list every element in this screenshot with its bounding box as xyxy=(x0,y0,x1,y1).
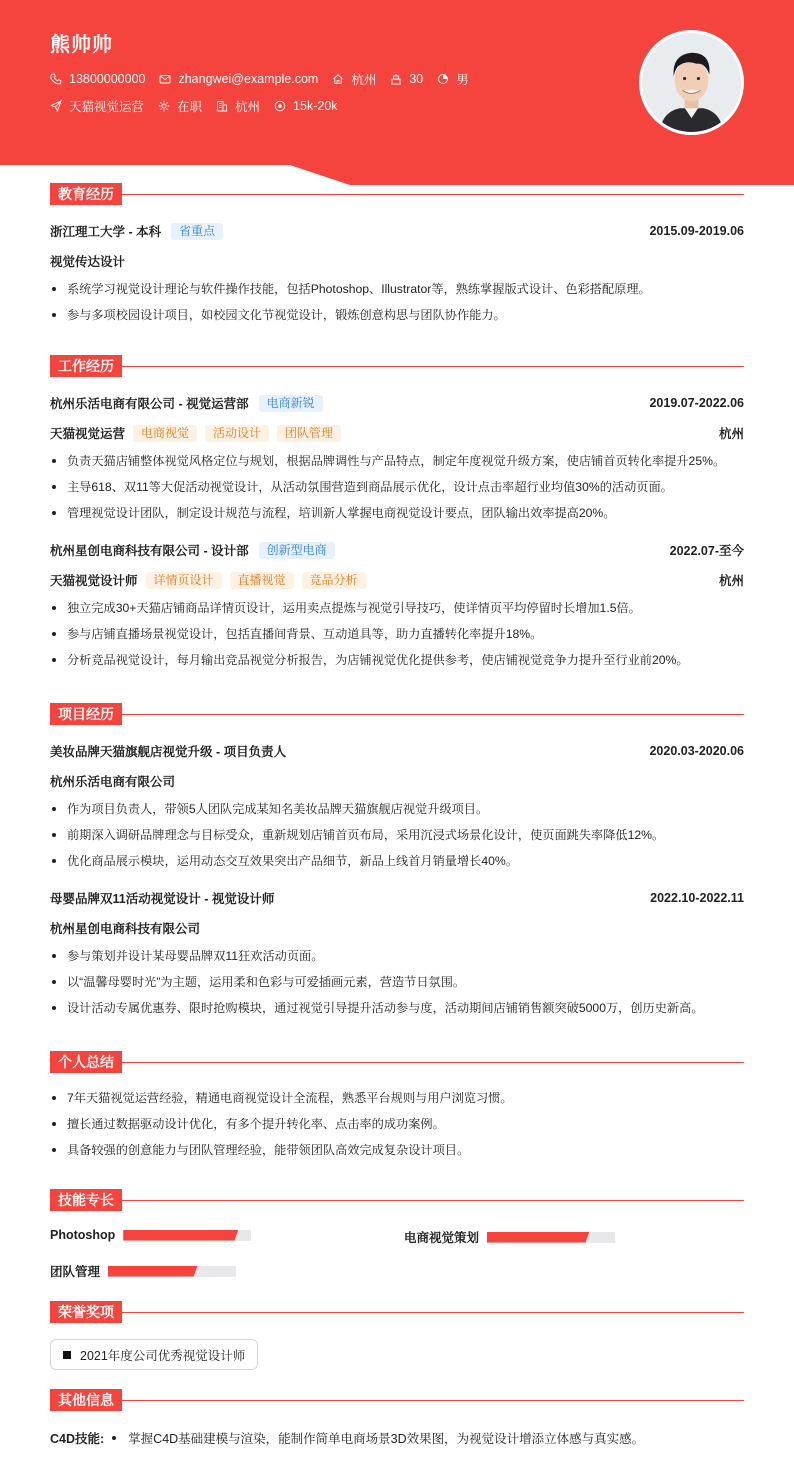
list-item: 管理视觉设计团队，制定设计规范与流程，培训新人掌握电商视觉设计要点，团队输出效率提高20%。 xyxy=(50,500,744,526)
contact-row xyxy=(50,70,483,88)
job-header-row xyxy=(50,540,744,560)
gender-item xyxy=(437,70,469,88)
target-job-text: 天猫视觉运营 xyxy=(69,100,145,114)
role-tag: 直播视觉 xyxy=(230,572,294,589)
phone-icon xyxy=(50,73,62,85)
mail-icon xyxy=(159,73,171,85)
project-bullets xyxy=(50,943,744,1021)
phone-item xyxy=(50,72,145,86)
list-item: 具备较强的创意能力与团队管理经验，能带领团队高效完成复杂设计项目。 xyxy=(50,1137,744,1163)
section-divider xyxy=(122,194,744,195)
project-header-row xyxy=(50,888,744,908)
age-text: 30 xyxy=(409,72,424,86)
project-company: 杭州乐活电商有限公司 xyxy=(50,775,176,789)
section-title xyxy=(50,183,744,205)
skill-name: 团队管理 xyxy=(50,1265,101,1279)
skill-bar-fill xyxy=(123,1230,238,1241)
skill-item xyxy=(50,1262,236,1280)
section-title xyxy=(50,1301,744,1323)
gender-icon xyxy=(437,73,449,85)
role-tag: 竞品分析 xyxy=(302,572,366,589)
list-item: 分析竞品视觉设计，每月输出竞品视觉分析报告，为店铺视觉优化提供参考，使店铺视觉竞争力提升至行业前20%。 xyxy=(50,647,744,673)
project-title: 母婴品牌双11活动视觉设计 - 视觉设计师 xyxy=(50,892,275,906)
list-item: 作为项目负责人，带领5人团队完成某知名美妆品牌天猫旗舰店视觉升级项目。 xyxy=(50,796,744,822)
school-tag: 省重点 xyxy=(171,223,223,240)
list-item: 以“温馨母婴时光”为主题，运用柔和色彩与可爱插画元素，营造节日氛围。 xyxy=(50,969,744,995)
skill-name: 电商视觉策划 xyxy=(404,1231,480,1245)
role-tag: 团队管理 xyxy=(277,425,341,442)
section-title-label: 荣誉奖项 xyxy=(50,1301,122,1323)
project-company-row xyxy=(50,918,744,938)
email-text: zhangwei@example.com xyxy=(178,72,319,86)
job-bullets xyxy=(50,595,744,673)
list-item: 参与策划并设计某母婴品牌双11狂欢活动页面。 xyxy=(50,943,744,969)
gender-text: 男 xyxy=(456,73,469,87)
award-badge xyxy=(50,1339,258,1370)
other-info-key: C4D技能: xyxy=(50,1432,105,1446)
cake-icon xyxy=(390,73,402,85)
role-tag: 活动设计 xyxy=(205,425,269,442)
avatar xyxy=(639,30,744,135)
company-name: 杭州星创电商科技有限公司 - 设计部 xyxy=(50,544,249,558)
salary-text: 15k-20k xyxy=(293,99,338,113)
skill-item xyxy=(404,1228,615,1246)
project-company: 杭州星创电商科技有限公司 xyxy=(50,922,201,936)
section-title xyxy=(50,355,744,377)
coin-icon xyxy=(274,100,286,112)
other-info-row xyxy=(50,1428,644,1448)
candidate-name: 熊帅帅 xyxy=(50,34,113,56)
list-item: 擅长通过数据驱动设计优化，有多个提升转化率、点击率的成功案例。 xyxy=(50,1111,744,1137)
section-title-label: 个人总结 xyxy=(50,1051,122,1073)
project-period: 2020.03-2020.06 xyxy=(649,744,744,758)
section-title xyxy=(50,703,744,725)
list-item: 7年天猫视觉运营经验，精通电商视觉设计全流程，熟悉平台规则与用户浏览习惯。 xyxy=(50,1085,744,1111)
job-city: 杭州 xyxy=(718,427,744,441)
work-section xyxy=(50,355,744,673)
status-item xyxy=(158,97,202,115)
skill-bar-fill xyxy=(108,1266,198,1277)
resume-header xyxy=(0,0,794,185)
awards-section xyxy=(50,1301,744,1323)
send-icon xyxy=(50,100,62,112)
education-header-row xyxy=(50,221,744,241)
hometown-item xyxy=(332,70,376,88)
section-title-label: 项目经历 xyxy=(50,703,122,725)
education-period: 2015.09-2019.06 xyxy=(649,224,744,238)
section-divider xyxy=(122,714,744,715)
section-title-label: 其他信息 xyxy=(50,1389,122,1411)
section-divider xyxy=(122,1312,744,1313)
job-bullets xyxy=(50,448,744,526)
status-text: 在职 xyxy=(177,100,203,114)
job-period: 2022.07-至今 xyxy=(669,544,744,558)
job-role-row xyxy=(50,570,744,590)
list-item: 参与多项校园设计项目，如校园文化节视觉设计，锻炼创意构思与团队协作能力。 xyxy=(50,302,744,328)
education-section xyxy=(50,183,744,328)
skill-item xyxy=(50,1228,251,1242)
summary-section xyxy=(50,1051,744,1163)
avatar-illustration xyxy=(642,33,741,132)
list-item: 主导618、双11等大促活动视觉设计，从活动氛围营造到商品展示优化，设计点击率超行业均值30%的活动页面。 xyxy=(50,474,744,500)
list-item: 设计活动专属优惠券、限时抢购模块，通过视觉引导提升活动参与度，活动期间店铺销售额突破5000万，创历史新高。 xyxy=(50,995,744,1021)
job-intent-row xyxy=(50,97,352,115)
list-item: 系统学习视觉设计理论与软件操作技能，包括Photoshop、Illustrator等，熟练掌握版式设计、色彩搭配原理。 xyxy=(50,276,744,302)
project-bullets xyxy=(50,796,744,874)
list-item: 负责天猫店铺整体视觉风格定位与规划，根据品牌调性与产品特点，制定年度视觉升级方案，使店铺首页转化率提升25%。 xyxy=(50,448,744,474)
job-period: 2019.07-2022.06 xyxy=(649,396,744,410)
project-company-row xyxy=(50,771,744,791)
summary-bullets xyxy=(50,1085,744,1163)
skill-bar xyxy=(487,1232,615,1243)
major-row xyxy=(50,251,744,271)
section-divider xyxy=(122,1062,744,1063)
other-info-value: 掌握C4D基础建模与渲染，能制作简单电商场景3D效果图，为视觉设计增添立体感与真实感。 xyxy=(128,1432,645,1446)
target-city-text: 杭州 xyxy=(235,100,261,114)
section-title-label: 教育经历 xyxy=(50,183,122,205)
section-divider xyxy=(122,366,744,367)
projects-section xyxy=(50,703,744,1021)
role-tag: 详情页设计 xyxy=(146,572,222,589)
email-item xyxy=(159,72,318,86)
hometown-text: 杭州 xyxy=(351,73,377,87)
company-name: 杭州乐活电商有限公司 - 视觉运营部 xyxy=(50,397,249,411)
job-role-row xyxy=(50,423,744,443)
skill-bar xyxy=(123,1230,251,1241)
education-bullets xyxy=(50,276,744,328)
project-header-row xyxy=(50,741,744,761)
bullet-dot xyxy=(112,1436,116,1440)
skill-bar-fill xyxy=(487,1232,589,1243)
age-item xyxy=(390,72,423,86)
skills-section xyxy=(50,1189,744,1211)
target-job-item xyxy=(50,97,144,115)
list-item: 优化商品展示模块，运用动态交互效果突出产品细节，新品上线首月销量增长40%。 xyxy=(50,848,744,874)
project-period: 2022.10-2022.11 xyxy=(650,891,744,905)
section-divider xyxy=(122,1200,744,1201)
list-item: 参与店铺直播场景视觉设计，包括直播间背景、互动道具等，助力直播转化率提升18%。 xyxy=(50,621,744,647)
section-title xyxy=(50,1051,744,1073)
section-title xyxy=(50,1189,744,1211)
job-role: 天猫视觉设计师 xyxy=(50,574,138,588)
section-title-label: 技能专长 xyxy=(50,1189,122,1211)
role-tag: 电商视觉 xyxy=(133,425,197,442)
award-text: 2021年度公司优秀视觉设计师 xyxy=(80,1348,246,1363)
job-city: 杭州 xyxy=(718,574,744,588)
job-role: 天猫视觉运营 xyxy=(50,427,126,441)
school-name: 浙江理工大学 - 本科 xyxy=(50,225,162,239)
company-tag: 电商新锐 xyxy=(259,395,323,412)
major-name: 视觉传达设计 xyxy=(50,255,126,269)
skill-name: Photoshop xyxy=(50,1228,116,1242)
job-header-row xyxy=(50,393,744,413)
project-title: 美妆品牌天猫旗舰店视觉升级 - 项目负责人 xyxy=(50,745,287,759)
gear-icon xyxy=(158,100,170,112)
home-icon xyxy=(332,73,344,85)
phone-text: 13800000000 xyxy=(69,72,146,86)
skill-bar xyxy=(108,1266,236,1277)
list-item: 独立完成30+天猫店铺商品详情页设计，运用卖点提炼与视觉引导技巧，使详情页平均停留时长增加1.5倍。 xyxy=(50,595,744,621)
building-icon xyxy=(216,100,228,112)
section-title xyxy=(50,1389,744,1411)
other-section xyxy=(50,1389,744,1411)
section-title-label: 工作经历 xyxy=(50,355,122,377)
list-item: 前期深入调研品牌理念与目标受众，重新规划店铺首页布局，采用沉浸式场景化设计，使页面跳失率降低12%。 xyxy=(50,822,744,848)
target-city-item xyxy=(216,97,260,115)
section-divider xyxy=(122,1400,744,1401)
square-bullet-icon xyxy=(63,1351,71,1359)
company-tag: 创新型电商 xyxy=(259,542,335,559)
salary-item xyxy=(274,99,337,113)
